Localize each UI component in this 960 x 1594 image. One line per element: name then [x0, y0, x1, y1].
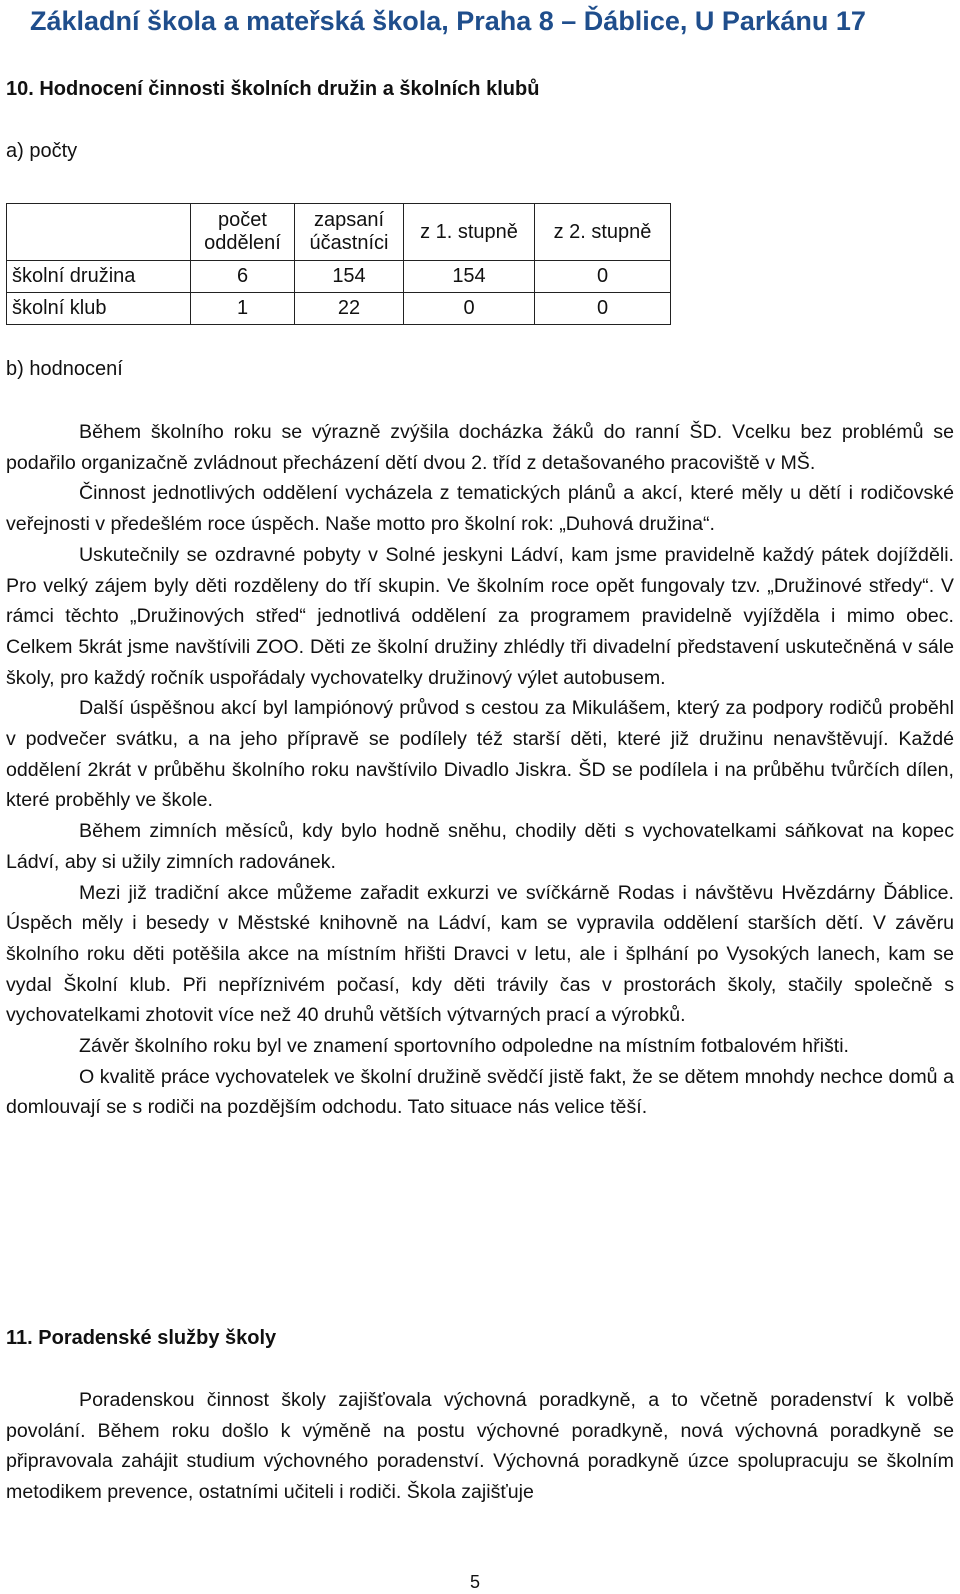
paragraph: Činnost jednotlivých oddělení vycházela z tematických plánů a akcí, které měly u dětí i rodičovské veřejnosti v předešlém roce úspěch. Naše motto pro školní rok: „Duhová družina“. — [6, 482, 954, 536]
table-cell: 1 — [191, 293, 295, 325]
table-header-cell: z 1. stupně — [404, 204, 535, 261]
table-header-cell — [7, 204, 191, 261]
table-cell: 0 — [535, 293, 671, 325]
paragraph: Mezi již tradiční akce můžeme zařadit exkurzi ve svíčkárně Rodas i návštěvu Hvězdárny Ďáblice. Úspěch měly i besedy v Městské knihovně na Ládví, kam se vypravila oddělení starších dětí. V závěru školního roku děti potěšila akce na místním hřišti Dravci v letu, ale i šplhání po Vysokých lanech, kam se vydal Školní klub. Při nepříznivém počasí, kdy děti trávily čas v prostorách školy, stačily společně s vychovatelkami zhotovit více než 40 druhů větších výtvarných prací a výrobků. — [6, 881, 954, 1027]
paragraph: Poradenskou činnost školy zajišťovala výchovná poradkyně, a to včetně poradenství k volbě povolání. Během roku došlo k výměně na postu výchovné poradkyně, nová výchovná poradkyně se připravovala zahájit studium výchovného poradenství. Výchovná poradkyně úzce spolupracuju se školním metodikem prevence, ostatními učiteli i rodiči. Škola zajišťuje — [6, 1389, 954, 1504]
table-header-row — [7, 204, 671, 261]
table-cell: školní družina — [7, 261, 191, 293]
subsection-a-title: a) počty — [6, 140, 78, 162]
page-number: 5 — [470, 1572, 481, 1592]
table-row — [7, 261, 671, 293]
paragraph: Další úspěšnou akcí byl lampiónový průvod s cestou za Mikulášem, který za podpory rodičů proběhl v podvečer svátku, a na jeho přípravě se podílely též starší děti, které již družinu nenavštěvují. Každé oddělení 2krát v průběhu školního roku navštívilo Divadlo Jiskra. ŠD se podílela i na průběhu tvůrčích dílen, které proběhly ve škole. — [6, 697, 954, 812]
paragraph: Uskutečnily se ozdravné pobyty v Solné jeskyni Ládví, kam jsme pravidelně každý pátek dojížděli. Pro velký zájem byly děti rozděleny do tří skupin. Ve školním roce opět fungovaly tzv. „Družinové středy“. V rámci těchto „Družinových střed“ jednotlivá oddělení za programem pravidelně vyjížděla i mimo obec. Celkem 5krát jsme navštívili ZOO. Děti ze školní družiny zhlédly tři divadelní představení uskutečněná v sále školy, pro každý ročník uspořádaly vychovatelky družinový výlet autobusem. — [6, 543, 954, 689]
paragraph: Během školního roku se výrazně zvýšila docházka žáků do ranní ŠD. Vcelku bez problémů se podařilo organizačně zvládnout přecházení dětí dvou 2. tříd z detašovaného pracoviště v MŠ. — [6, 421, 954, 474]
table-cell: 154 — [404, 261, 535, 293]
section-11-title: 11. Poradenské služby školy — [6, 1327, 277, 1349]
table-cell: 0 — [535, 261, 671, 293]
paragraph: Závěr školního roku byl ve znamení sportovního odpoledne na místním fotbalovém hřišti. — [79, 1035, 849, 1058]
paragraph: O kvalitě práce vychovatelek ve školní družině svědčí jistě fakt, že se dětem mnohdy nechce domů a domlouvají se s rodiči na pozdějším odchodu. Tato situace nás velice těší. — [6, 1065, 954, 1119]
counts-table — [6, 203, 671, 325]
table-cell: 6 — [191, 261, 295, 293]
evaluation-text — [6, 417, 954, 1123]
section-10-title: 10. Hodnocení činnosti školních družin a školních klubů — [6, 78, 540, 100]
table-cell: 0 — [404, 293, 535, 325]
table-row — [7, 293, 671, 325]
table-header-cell: zapsaní účastníci — [295, 204, 404, 261]
table-cell: 22 — [295, 293, 404, 325]
subsection-b-title: b) hodnocení — [6, 358, 123, 380]
table-cell: školní klub — [7, 293, 191, 325]
table-cell: 154 — [295, 261, 404, 293]
table-header-cell: počet oddělení — [191, 204, 295, 261]
counseling-text — [6, 1385, 954, 1508]
paragraph: Během zimních měsíců, kdy bylo hodně sněhu, chodily děti s vychovatelkami sáňkovat na kopec Ládví, aby si užily zimních radovánek. — [6, 820, 954, 873]
school-header: Základní škola a mateřská škola, Praha 8 – Ďáblice, U Parkánu 17 — [30, 6, 866, 36]
table-header-cell: z 2. stupně — [535, 204, 671, 261]
